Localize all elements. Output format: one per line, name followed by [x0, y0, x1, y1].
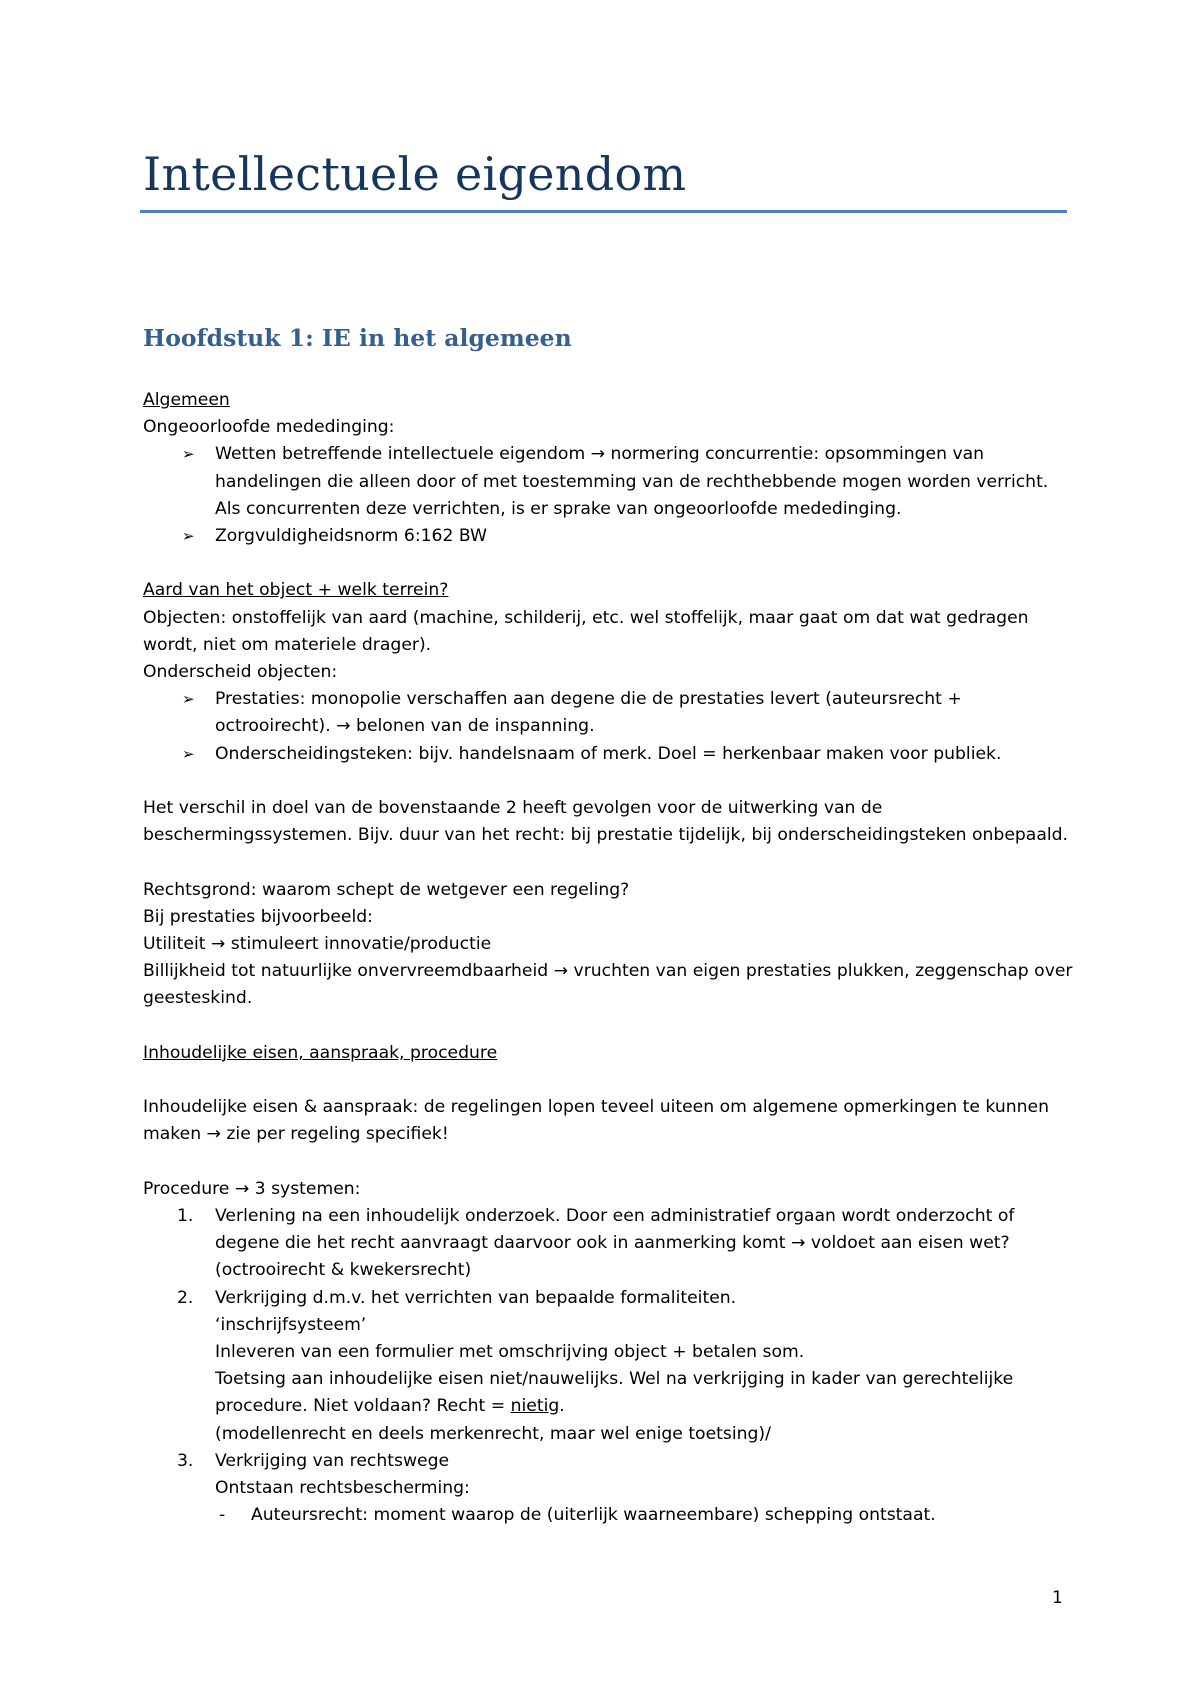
dash-marker: -: [219, 1505, 226, 1526]
document-title: Intellectuele eigendom: [143, 147, 687, 201]
paragraph-utiliteit: Utiliteit → stimuleert innovatie/productie: [143, 934, 492, 955]
list-number: 1.: [177, 1206, 194, 1226]
paragraph-onderscheid: Onderscheid objecten:: [143, 662, 338, 683]
paragraph-eisen-aanspraak: Inhoudelijke eisen & aanspraak: de regelingen lopen teveel uiteen om algemene opmerkingen te kunnen maken → zie per regeling specifiek!: [143, 1097, 1049, 1145]
list-item: [143, 741, 1073, 768]
paragraph-objecten: Objecten: onstoffelijk van aard (machine, schilderij, etc. wel stoffelijk, maar gaat om dat wat gedragen wordt, niet om materiele drager).: [143, 607, 1029, 655]
list-item: [143, 686, 1073, 740]
list-number: 3.: [177, 1450, 194, 1471]
list-item-text: Inleveren van een formulier met omschrijving object + betalen som.: [215, 1342, 805, 1363]
bullet-list-algemeen: [143, 441, 1073, 550]
list-item-text: Wetten betreffende intellectuele eigendom → normering concurrentie: opsommingen van handelingen die alleen door of met toestemming van de rechthebbende mogen worden verricht. Als concurrenten deze verrichten, is er sprake van ongeoorloofde mededinging.: [215, 444, 1049, 519]
list-item-text: Zorgvuldigheidsnorm 6:162 BW: [215, 526, 488, 547]
section-heading-inhoudelijke-eisen: Inhoudelijke eisen, aanspraak, procedure: [143, 1042, 498, 1063]
arrow-bullet-icon: ➢: [182, 527, 195, 546]
arrow-bullet-icon: ➢: [182, 690, 195, 709]
page-number: 1: [1052, 1588, 1063, 1608]
list-item-text: Verkrijging van rechtswege: [215, 1450, 450, 1471]
list-number: 2.: [177, 1287, 194, 1308]
dash-list: [215, 1502, 1073, 1529]
list-item-text: Onderscheidingsteken: bijv. handelsnaam of merk. Doel = herkenbaar maken voor publiek.: [215, 743, 1002, 764]
list-item-text: Auteursrecht: moment waarop de (uiterlijk waarneembare) schepping ontstaat.: [251, 1505, 936, 1526]
list-item: [143, 523, 1073, 550]
list-item-text-part: .: [559, 1396, 565, 1417]
arrow-bullet-icon: ➢: [182, 744, 195, 763]
document-body: [143, 387, 1073, 1529]
paragraph-bij-prestaties: Bij prestaties bijvoorbeeld:: [143, 906, 373, 927]
list-item-text: (modellenrecht en deels merkenrecht, maar wel enige toetsing)/: [215, 1423, 771, 1444]
list-item: [143, 1203, 1073, 1285]
list-item-text: Verkrijging d.m.v. het verrichten van bepaalde formaliteiten.: [215, 1287, 737, 1308]
paragraph-ongeoorloofde: Ongeoorloofde mededinging:: [143, 417, 395, 438]
bullet-list-objecten: [143, 686, 1073, 768]
paragraph-procedure: Procedure → 3 systemen:: [143, 1178, 361, 1199]
list-item: [143, 441, 1073, 523]
list-item-text: Prestaties: monopolie verschaffen aan degene die de prestaties levert (auteursrecht + octrooirecht). → belonen van de inspanning.: [215, 689, 962, 737]
underlined-term: nietig: [510, 1396, 560, 1417]
list-item-text: Verlening na een inhoudelijk onderzoek. Door een administratief orgaan wordt onderzocht of degene die het recht aanvraagt daarvoor ook in aanmerking komt → voldoet aan eisen wet? (octrooirecht & kwekersrecht): [215, 1206, 1015, 1281]
list-item: [143, 1502, 1073, 1529]
list-item-text: Ontstaan rechtsbescherming:: [215, 1478, 470, 1499]
chapter-heading: Hoofdstuk 1: IE in het algemeen: [143, 324, 572, 352]
paragraph-verschil: Het verschil in doel van de bovenstaande 2 heeft gevolgen voor de uitwerking van de beschermingssystemen. Bijv. duur van het recht: bij prestatie tijdelijk, bij onderscheidingsteken onbepaald.: [143, 798, 1069, 846]
section-heading-aard: Aard van het object + welk terrein?: [143, 580, 449, 601]
numbered-list-procedure: [143, 1203, 1073, 1529]
title-underline-rule: [140, 210, 1067, 213]
paragraph-rechtsgrond: Rechtsgrond: waarom schept de wetgever een regeling?: [143, 879, 630, 900]
list-item: [143, 1285, 1073, 1448]
list-item: [143, 1448, 1073, 1530]
list-item-text: ‘inschrijfsysteem’: [215, 1314, 367, 1335]
list-item-text: [215, 1366, 1073, 1420]
list-item-text-part: Toetsing aan inhoudelijke eisen niet/nauwelijks. Wel na verkrijging in kader van gerechtelijke procedure. Niet voldaan? Recht =: [215, 1369, 1014, 1417]
paragraph-billijkheid: Billijkheid tot natuurlijke onvervreemdbaarheid → vruchten van eigen prestaties plukken, zeggenschap over geesteskind.: [143, 961, 1073, 1009]
arrow-bullet-icon: ➢: [182, 445, 195, 464]
section-heading-algemeen: Algemeen: [143, 390, 230, 410]
